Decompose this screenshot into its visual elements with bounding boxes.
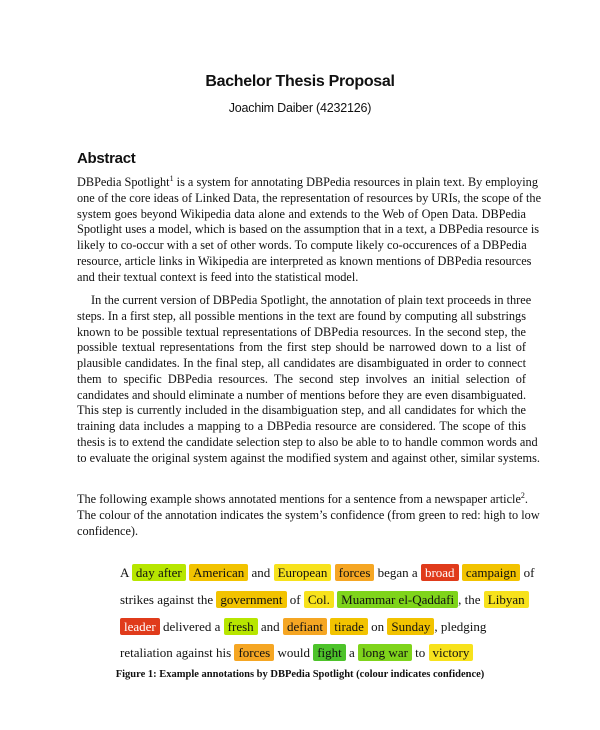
annotated-mention[interactable]: defiant (283, 618, 327, 635)
annotated-mention[interactable]: tirade (330, 618, 368, 635)
example-line (120, 645, 473, 661)
abstract-paragraph-2 (77, 293, 540, 466)
plain-text: retaliation against his (120, 645, 232, 660)
annotated-mention[interactable]: day after (132, 564, 186, 581)
text-line: The colour of the annotation indicates the system’s confidence (from green to red: high to low (77, 507, 540, 522)
text-line: one of the core ideas of Linked Data, the representation of resources by URIs, the scope of the (77, 190, 542, 205)
annotated-mention[interactable]: campaign (462, 564, 521, 581)
plain-text: on (371, 619, 385, 634)
plain-text: to (415, 645, 426, 660)
annotated-mention[interactable]: Muammar el-Qaddafi (337, 591, 458, 608)
abstract-paragraph-1 (77, 173, 542, 285)
example-line (120, 565, 534, 581)
plain-text: , pledging (434, 619, 487, 634)
plain-text: of (523, 565, 535, 580)
text-line: them to specific DBPedia resources. The second step involves an initial selection of (77, 371, 526, 386)
text-line: training data includes a mapping to a DBPedia resource are considered. The scope of this (77, 419, 526, 433)
annotated-mention[interactable]: long war (358, 644, 412, 661)
text-line: to evaluate the original system against the modified system and against other, similar systems. (77, 450, 540, 465)
abstract-heading: Abstract (77, 150, 136, 167)
plain-text: would (277, 645, 310, 660)
example-intro-paragraph (77, 490, 540, 539)
plain-text: , the (458, 592, 481, 607)
plain-text: a (349, 645, 355, 660)
annotated-mention[interactable]: Col. (304, 591, 334, 608)
footnote-marker[interactable]: 2 (520, 490, 525, 500)
text-line: and their textual context is feed into the statistical model. (77, 269, 359, 284)
plain-text: and (260, 619, 280, 634)
annotated-mention[interactable]: European (274, 564, 332, 581)
annotated-mention[interactable]: forces (335, 564, 375, 581)
figure-caption: Figure 1: Example annotations by DBPedia Spotlight (colour indicates confidence) (115, 669, 485, 680)
plain-text: strikes against the (120, 592, 214, 607)
annotated-mention[interactable]: fight (313, 644, 346, 661)
example-line (120, 619, 486, 635)
annotated-mention[interactable]: forces (234, 644, 274, 661)
annotated-mention[interactable]: fresh (224, 618, 258, 635)
text-line: possible textual representations from the first step should be narrowed down to a list of (77, 340, 526, 355)
text-line: plausible candidates. In the final step, all candidates are disambiguated in order to connect (77, 356, 526, 370)
plain-text: and (251, 565, 271, 580)
text-line: steps. In a first step, all possible mentions in the text are found by computing all substrings (77, 308, 526, 323)
author-line: Joachim Daiber (4232126) (228, 101, 372, 115)
text-line: In the current version of DBPedia Spotlight, the annotation of plain text proceeds in three (91, 293, 532, 307)
text-line: thesis is to extend the candidate selection step to also be able to to handle common words and (77, 434, 538, 449)
annotated-mention[interactable]: government (216, 591, 286, 608)
text-line: resource, article links in Wikipedia are interpreted as known mentions of DBPedia resources (77, 253, 532, 268)
text-line: known to be possible textual representations of DBPedia resources. In the second step, the (77, 324, 526, 339)
annotated-mention[interactable]: American (189, 564, 248, 581)
plain-text: of (289, 592, 301, 607)
text-line: confidence). (77, 523, 139, 538)
text-line: DBPedia Spotlight$^1$ is a system for annotating DBPedia resources in plain text. By employing (77, 173, 538, 189)
plain-text: began a (377, 565, 418, 580)
text-line: system goes beyond Wikipedia data alone and extends to the Web of Open Data. DBPedia (77, 206, 526, 221)
text-line: likely to co-occur with a set of other words. To compute likely co-occurences of a DBPedia (77, 238, 527, 252)
text-line: candidates and should eliminate a number of mentions before they are even disambiguated. (77, 387, 527, 402)
footnote-marker[interactable]: 1 (169, 173, 174, 183)
annotated-mention[interactable]: Libyan (484, 591, 529, 608)
text-line: Spotlight uses a model, which is based on the assumption that in a text, a DBPedia resource is (77, 222, 540, 237)
annotated-mention[interactable]: broad (421, 564, 459, 581)
plain-text: A (120, 565, 129, 580)
example-line (120, 592, 529, 608)
text-line: The following example shows annotated mentions for a sentence from a newspaper article$^2$. (77, 490, 528, 506)
annotated-mention[interactable]: victory (429, 644, 474, 661)
document-title: Bachelor Thesis Proposal (205, 73, 395, 90)
annotated-mention[interactable]: Sunday (387, 618, 434, 635)
annotated-mention[interactable]: leader (120, 618, 160, 635)
plain-text: delivered a (163, 619, 221, 634)
text-line: This step is currently included in the disambiguation step, and all candidates for which the (77, 403, 526, 418)
